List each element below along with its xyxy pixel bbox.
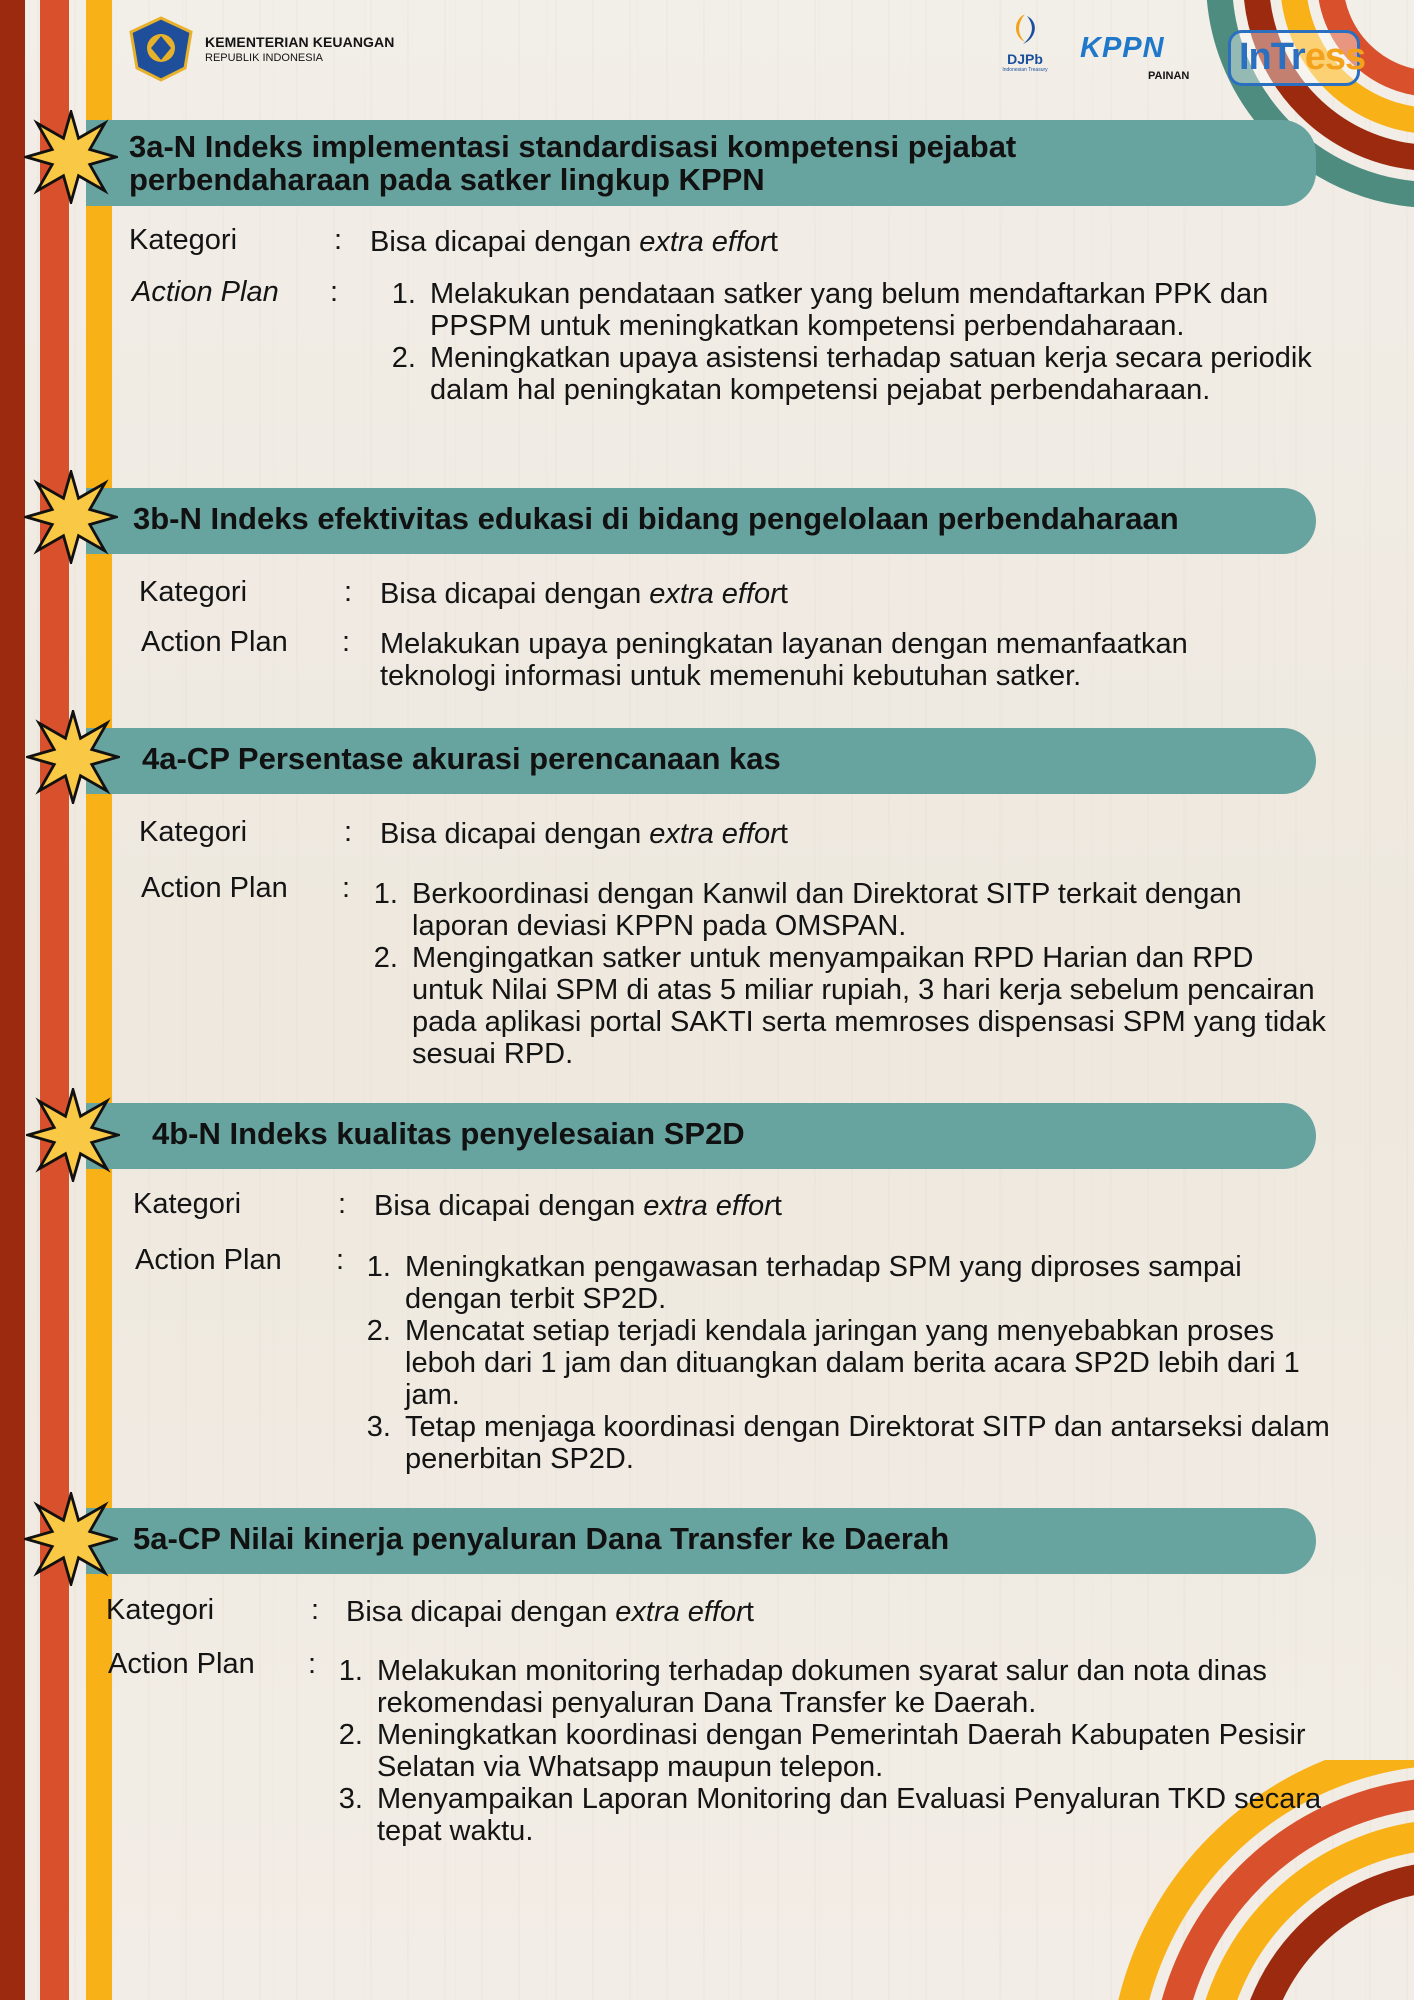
- colon: :: [344, 816, 353, 848]
- intress-label-a: InTr: [1239, 36, 1305, 78]
- decor-stripe-yellow: [86, 0, 112, 2000]
- section-3b-title-bar: [86, 488, 1316, 554]
- kategori-value: Bisa dicapai dengan extra effort: [374, 1190, 782, 1222]
- kategori-label: Kategori: [129, 224, 238, 256]
- kemenkeu-emblem-icon: [127, 16, 195, 82]
- colon: :: [342, 626, 351, 658]
- kategori-label: Kategori: [133, 1188, 242, 1220]
- ministry-subtitle: REPUBLIK INDONESIA: [205, 52, 323, 64]
- action-plan-item: 1. Meningkatkan pengawasan terhadap SPM yang diproses sampai dengan terbit SP2D.: [399, 1251, 1334, 1315]
- action-plan-item: 1. Melakukan monitoring terhadap dokumen syarat salur dan nota dinas rekomendasi penyaluran Dana Transfer ke Daerah.: [371, 1655, 1356, 1719]
- action-plan-label: Action Plan: [135, 1244, 282, 1276]
- colon: :: [311, 1594, 320, 1626]
- action-plan-item: 3. Tetap menjaga koordinasi dengan Direktorat SITP dan antarseksi dalam penerbitan SP2D.: [399, 1411, 1334, 1475]
- star-badge-icon: [24, 1492, 118, 1586]
- section-5a-title-bar: [86, 1508, 1316, 1574]
- section-3a-title-line1: 3a-N Indeks implementasi standardisasi kompetensi pejabat: [129, 129, 1017, 164]
- section-5a-title: 5a-CP Nilai kinerja penyaluran Dana Transfer ke Daerah: [133, 1521, 950, 1556]
- section-3a-title-line2: perbendaharaan pada satker lingkup KPPN: [129, 162, 765, 197]
- kategori-value: Bisa dicapai dengan extra effort: [370, 226, 778, 258]
- colon: :: [330, 276, 339, 308]
- intress-logo: [1228, 30, 1366, 86]
- colon: :: [338, 1188, 347, 1220]
- action-plan-text: Melakukan upaya peningkatan layanan dengan memanfaatkan teknologi informasi untuk memenuhi kebutuhan satker.: [380, 628, 1188, 692]
- action-plan-item: 2. Mencatat setiap terjadi kendala jaringan yang menyebabkan proses leboh dari 1 jam dan dituangkan dalam berita acara SP2D lebih dari 1 jam.: [399, 1315, 1334, 1411]
- action-plan-item: 1. Melakukan pendataan satker yang belum mendaftarkan PPK dan PPSPM untuk meningkatkan kompetensi perbendaharaan.: [424, 278, 1359, 342]
- section-4a-title: 4a-CP Persentase akurasi perencanaan kas: [142, 741, 781, 776]
- decor-stripe-orange: [40, 0, 69, 2000]
- action-plan-item: 2. Mengingatkan satker untuk menyampaikan RPD Harian dan RPD untuk Nilai SPM di atas 5 miliar rupiah, 3 hari kerja sebelum pencairan pada aplikasi portal SAKTI serta memroses dispensasi SPM yang tidak sesuai RPD.: [406, 942, 1331, 1070]
- intress-label-b: ess: [1304, 36, 1366, 78]
- kppn-label: KPPN: [1080, 32, 1165, 64]
- action-plan-list: [373, 878, 1331, 1070]
- kategori-value: Bisa dicapai dengan extra effort: [380, 578, 788, 610]
- action-plan-label: Action Plan: [132, 276, 279, 308]
- djpb-label: DJPb: [1007, 51, 1043, 67]
- kategori-label: Kategori: [139, 816, 248, 848]
- decor-stripe-dark: [0, 0, 25, 2000]
- star-badge-icon: [24, 470, 118, 564]
- kategori-value: Bisa dicapai dengan extra effort: [346, 1596, 754, 1628]
- djpb-emblem-icon: [1005, 12, 1045, 46]
- kemenkeu-logo: [127, 16, 394, 82]
- section-3a-title-bar: [86, 120, 1316, 206]
- colon: :: [334, 224, 343, 256]
- action-plan-list: [338, 1655, 1356, 1847]
- action-plan-item: 2. Meningkatkan upaya asistensi terhadap satuan kerja secara periodik dalam hal peningkatan kompetensi pejabat perbendaharaan.: [424, 342, 1359, 406]
- section-4a-title-bar: [86, 728, 1316, 794]
- action-plan-item: 2. Meningkatkan koordinasi dengan Pemerintah Daerah Kabupaten Pesisir Selatan via Whatsapp maupun telepon.: [371, 1719, 1356, 1783]
- colon: :: [308, 1648, 317, 1680]
- djpb-logo: [990, 12, 1060, 84]
- section-4b-title-bar: [86, 1103, 1316, 1169]
- action-plan-item: 3. Menyampaikan Laporan Monitoring dan Evaluasi Penyaluran TKD secara tepat waktu.: [371, 1783, 1356, 1847]
- star-badge-icon: [26, 1088, 120, 1182]
- kategori-label: Kategori: [139, 576, 248, 608]
- action-plan-list: [391, 278, 1359, 406]
- star-badge-icon: [24, 110, 118, 204]
- star-badge-icon: [26, 710, 120, 804]
- action-plan-list: [366, 1251, 1334, 1475]
- action-plan-label: Action Plan: [141, 872, 288, 904]
- kppn-logo: [1080, 32, 1205, 86]
- action-plan-item: 1. Berkoordinasi dengan Kanwil dan Direktorat SITP terkait dengan laporan deviasi KPPN pada OMSPAN.: [406, 878, 1331, 942]
- colon: :: [336, 1244, 345, 1276]
- action-plan-label: Action Plan: [108, 1648, 255, 1680]
- kategori-value: Bisa dicapai dengan extra effort: [380, 818, 788, 850]
- ministry-title: KEMENTERIAN KEUANGAN: [205, 34, 395, 50]
- action-plan-label: Action Plan: [141, 626, 288, 658]
- section-3b-title: 3b-N Indeks efektivitas edukasi di bidang pengelolaan perbendaharaan: [133, 501, 1179, 536]
- kppn-office-label: PAINAN: [1148, 70, 1190, 82]
- kategori-label: Kategori: [106, 1594, 215, 1626]
- colon: :: [344, 576, 353, 608]
- djpb-sublabel: Indonesian Treasury: [1002, 67, 1048, 73]
- section-4b-title: 4b-N Indeks kualitas penyelesaian SP2D: [152, 1116, 745, 1151]
- colon: :: [342, 872, 351, 904]
